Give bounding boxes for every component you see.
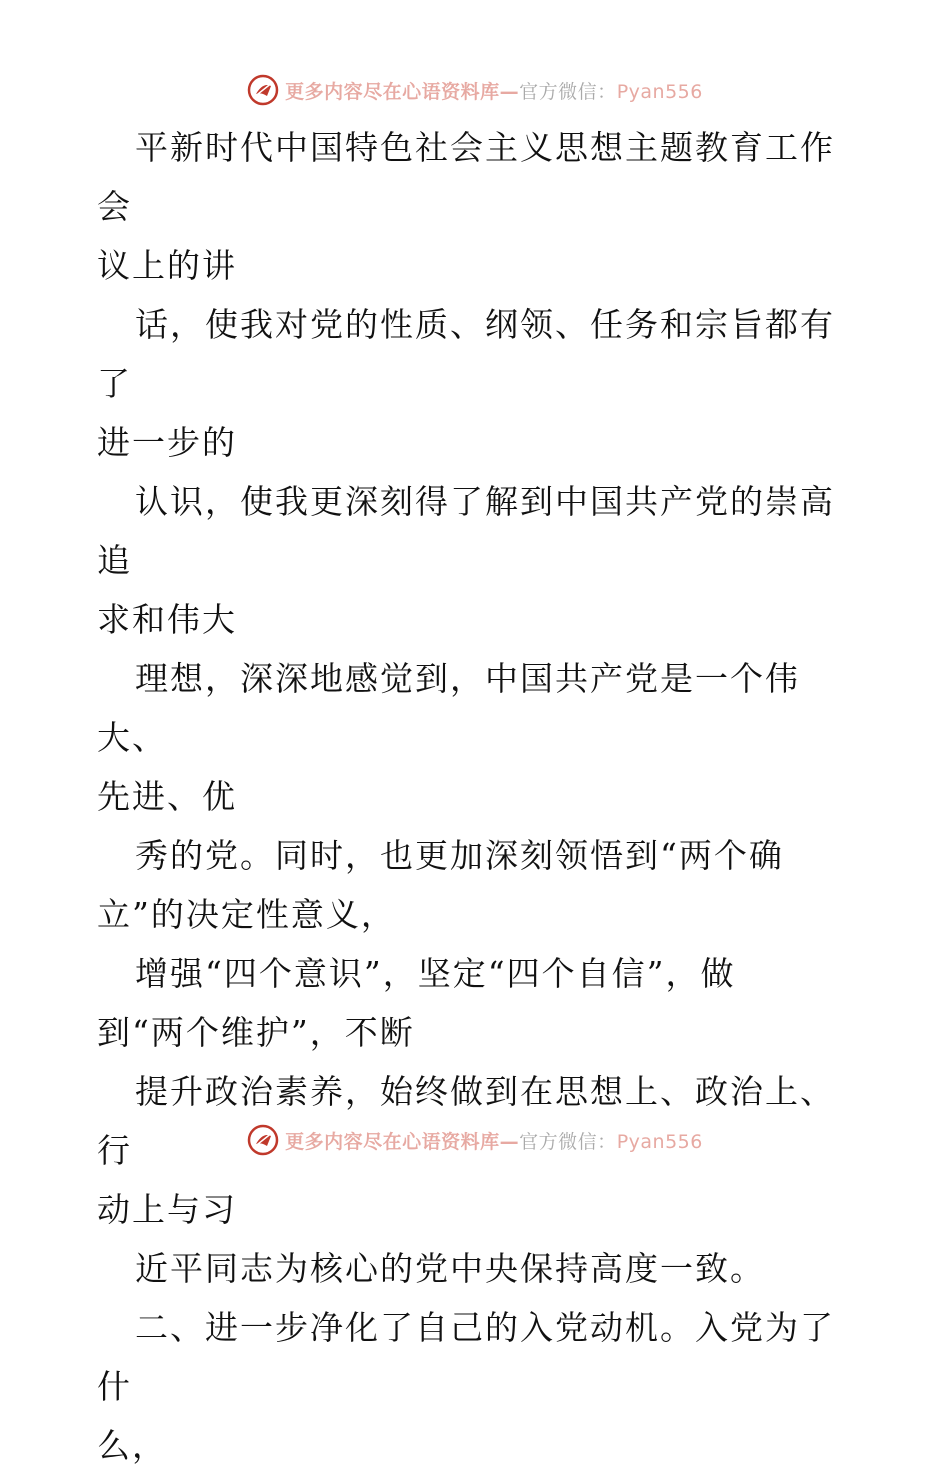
text-line-5: 认识，使我更深刻得了解到中国共产党的崇高追 (97, 482, 835, 580)
watermark-text (285, 77, 703, 104)
text-line-13: 提升政治素养，始终做到在思想上、政治上、行 (97, 1072, 835, 1170)
text-line-15: 近平同志为核心的党中央保持高度一致。 (135, 1249, 765, 1288)
text-line-4: 进一步的 (97, 423, 237, 462)
watermark-text (285, 1127, 703, 1154)
text-line-9: 秀的党。同时，也更加深刻领悟到“两个确 (135, 836, 784, 875)
watermark-header (0, 70, 950, 110)
text-line-11: 增强“四个意识”，坚定“四个自信”，做 (135, 954, 736, 993)
watermark-wechat-label: 官方微信： (519, 1130, 617, 1153)
watermark-main: 更多内容尽在心语资料库 (285, 1130, 500, 1153)
book-logo-icon (247, 1124, 279, 1156)
watermark-main: 更多内容尽在心语资料库 (285, 80, 500, 103)
watermark-footer (0, 1120, 950, 1160)
text-line-14: 动上与习 (97, 1190, 237, 1229)
text-line-1: 平新时代中国特色社会主义思想主题教育工作会 (97, 128, 835, 226)
document-body (97, 118, 857, 1475)
text-line-10: 立”的决定性意义， (97, 895, 396, 934)
watermark-wechat-id: Pyan556 (616, 1130, 703, 1153)
text-line-7: 理想，深深地感觉到，中国共产党是一个伟大、 (97, 659, 800, 757)
text-line-17: 么， (97, 1426, 167, 1465)
text-line-2: 议上的讲 (97, 246, 237, 285)
book-logo-icon (247, 74, 279, 106)
text-line-12: 到“两个维护”，不断 (97, 1013, 415, 1052)
watermark-dash: — (499, 1130, 520, 1153)
text-line-6: 求和伟大 (97, 600, 237, 639)
text-line-3: 话，使我对党的性质、纲领、任务和宗旨都有了 (97, 305, 835, 403)
watermark-wechat-id: Pyan556 (616, 80, 703, 103)
watermark-wechat-label: 官方微信： (519, 80, 617, 103)
text-line-16: 二、进一步净化了自己的入党动机。入党为了什 (97, 1308, 835, 1406)
watermark-dash: — (499, 80, 520, 103)
text-line-8: 先进、优 (97, 777, 237, 816)
